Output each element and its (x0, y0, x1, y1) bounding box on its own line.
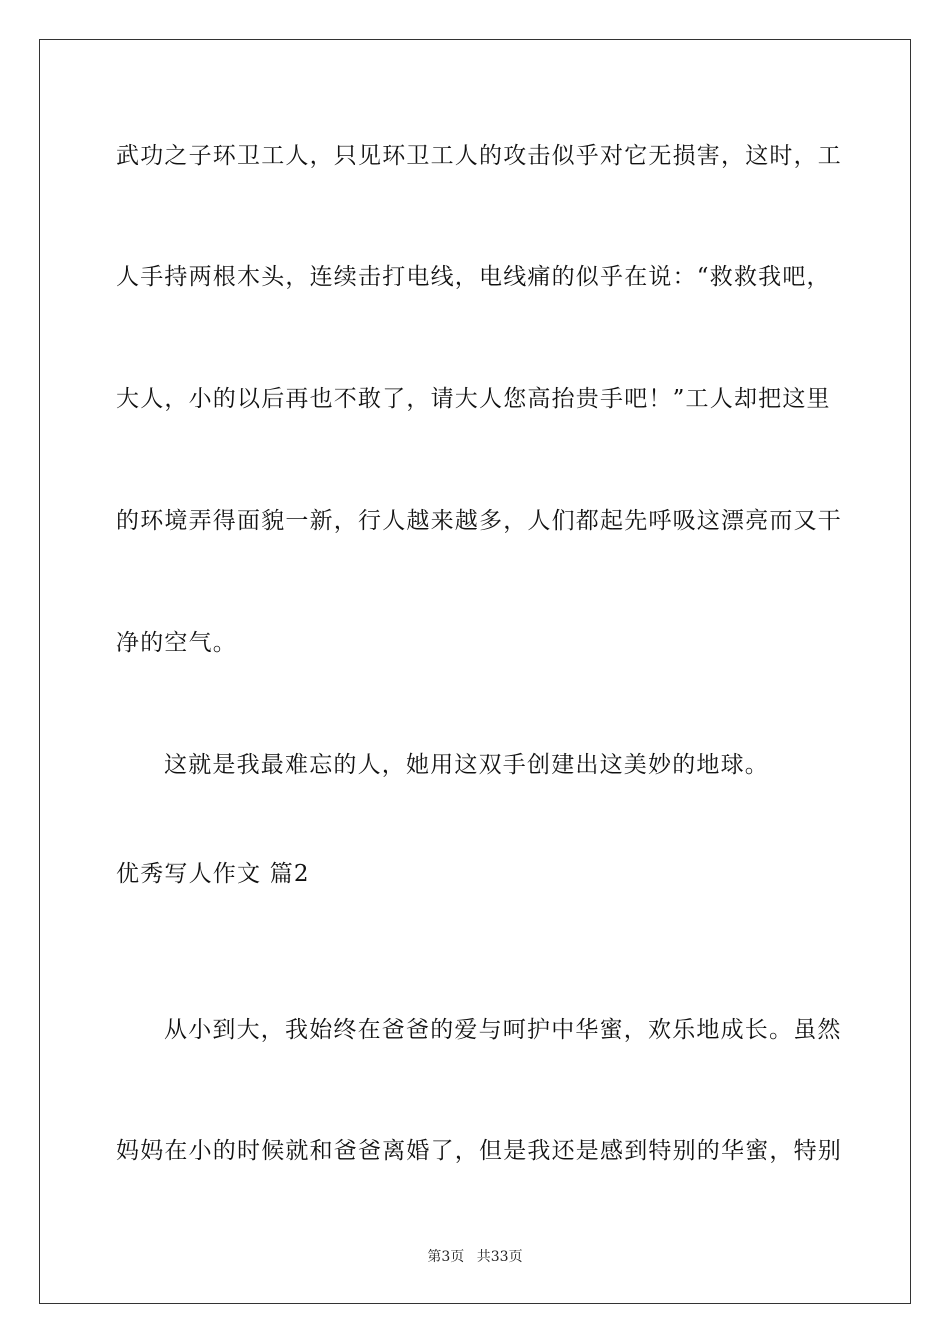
page-total: 共33页 (476, 1249, 523, 1265)
page-footer (0, 1246, 950, 1266)
page-border (39, 39, 911, 1304)
text-line: 妈妈在小的时候就和爸爸离婚了，但是我还是感到特别的华蜜，特别 (116, 1138, 842, 1164)
text-line: 大人，小的以后再也不敢了，请大人您高抬贵手吧！”工人却把这里 (116, 386, 831, 412)
text-line: 人手持两根木头，连续击打电线，电线痛的似乎在说：“救救我吧， (116, 264, 831, 290)
page-number: 第3页 (427, 1249, 465, 1265)
paragraph-line: 从小到大，我始终在爸爸的爱与呵护中华蜜，欢乐地成长。虽然 (164, 1017, 842, 1043)
section-heading: 优秀写人作文 篇2 (116, 861, 310, 887)
paragraph-line: 这就是我最难忘的人，她用这双手创建出这美妙的地球。 (164, 752, 769, 778)
text-line: 武功之子环卫工人，只见环卫工人的攻击似乎对它无损害，这时，工 (116, 143, 842, 169)
text-line: 净的空气。 (116, 630, 237, 656)
text-line: 的环境弄得面貌一新，行人越来越多，人们都起先呼吸这漂亮而又干 (116, 508, 842, 534)
